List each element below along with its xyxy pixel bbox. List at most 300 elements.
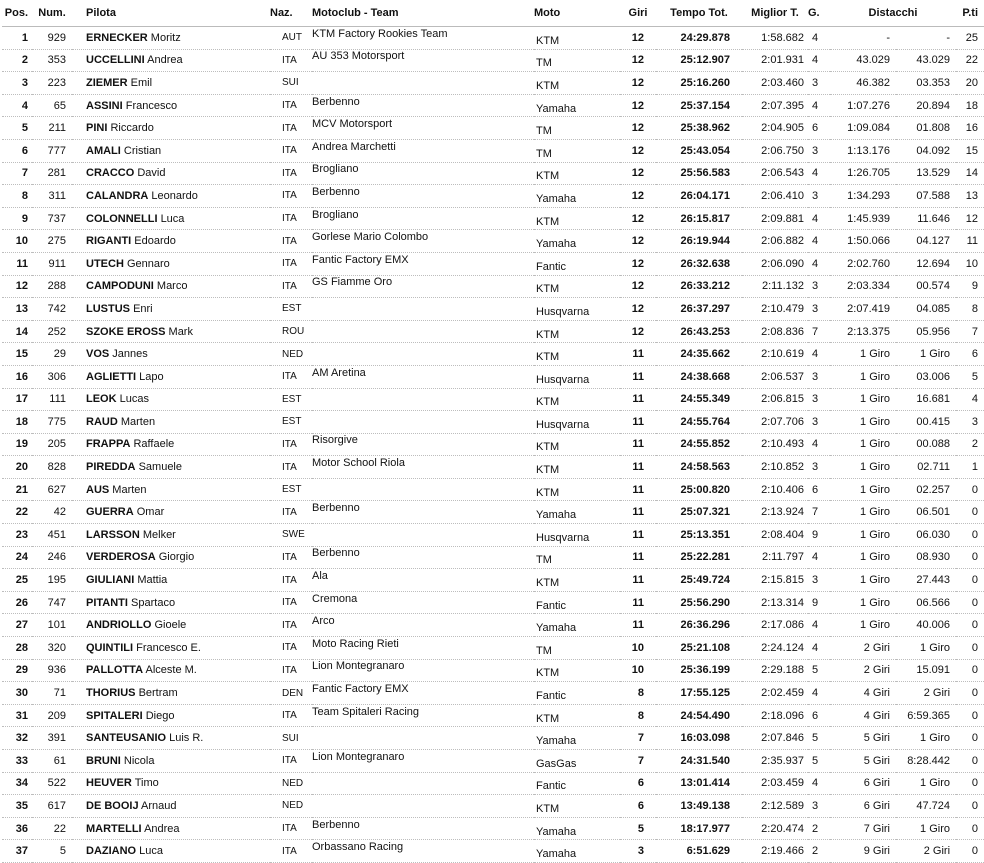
cell-g: 3	[808, 388, 830, 411]
cell-g: 3	[808, 72, 830, 95]
cell-team	[312, 388, 534, 411]
cell-naz: ITA	[270, 433, 312, 456]
cell-distacco-leader: 2 Giri	[830, 637, 896, 660]
cell-punti: 2	[956, 433, 984, 456]
team-name: Brogliano	[312, 208, 359, 221]
rider-first-name: Melker	[142, 528, 176, 541]
table-row	[2, 727, 984, 750]
team-name: Andrea Marchetti	[312, 140, 396, 153]
cell-pos: 18	[2, 411, 32, 434]
cell-pos: 8	[2, 185, 32, 208]
moto-name: KTM	[536, 486, 560, 499]
cell-pos: 24	[2, 546, 32, 569]
cell-miglior: 2:07.846	[742, 727, 808, 750]
cell-moto	[534, 750, 620, 773]
cell-g: 6	[808, 704, 830, 727]
cell-miglior: 2:29.188	[742, 659, 808, 682]
cell-giri: 6	[620, 795, 656, 818]
cell-moto	[534, 49, 620, 72]
cell-team	[312, 94, 534, 117]
cell-distacco-prev: 00.088	[896, 433, 956, 456]
cell-team	[312, 456, 534, 479]
cell-distacco-leader: 1:45.939	[830, 207, 896, 230]
cell-punti: 12	[956, 207, 984, 230]
cell-tempo: 18:17.977	[656, 817, 742, 840]
cell-giri: 12	[620, 72, 656, 95]
rider-last-name: VOS	[86, 348, 110, 361]
cell-miglior: 2:09.881	[742, 207, 808, 230]
cell-g: 4	[808, 433, 830, 456]
cell-moto	[534, 840, 620, 863]
cell-pos: 21	[2, 478, 32, 501]
cell-g: 3	[808, 795, 830, 818]
cell-giri: 12	[620, 162, 656, 185]
team-name: Berbenno	[312, 185, 360, 198]
cell-team	[312, 230, 534, 253]
cell-g: 4	[808, 343, 830, 366]
cell-distacco-leader: 1 Giro	[830, 365, 896, 388]
cell-num: 111	[32, 388, 72, 411]
cell-giri: 12	[620, 27, 656, 50]
cell-miglior: 2:06.090	[742, 252, 808, 275]
team-name: Berbenno	[312, 502, 360, 515]
cell-tempo: 25:21.108	[656, 637, 742, 660]
moto-name: Yamaha	[536, 825, 577, 838]
cell-miglior: 2:08.836	[742, 320, 808, 343]
moto-name: Fantic	[536, 599, 566, 612]
moto-name: KTM	[536, 441, 560, 454]
table-row	[2, 524, 984, 547]
cell-distacco-prev: 1 Giro	[896, 343, 956, 366]
cell-team	[312, 795, 534, 818]
rider-last-name: LUSTUS	[86, 302, 130, 315]
cell-num: 29	[32, 343, 72, 366]
cell-distacco-leader: 7 Giri	[830, 817, 896, 840]
cell-pilota	[72, 614, 270, 637]
rider-first-name: Marten	[120, 415, 156, 428]
cell-distacco-leader: 1 Giro	[830, 433, 896, 456]
rider-last-name: PIREDDA	[86, 461, 136, 474]
rider-last-name: THORIUS	[86, 687, 136, 700]
cell-distacco-leader: 2:13.375	[830, 320, 896, 343]
cell-num: 42	[32, 501, 72, 524]
cell-team	[312, 117, 534, 140]
rider-first-name: Gioele	[154, 619, 187, 632]
rider-first-name: Francesco	[125, 99, 178, 112]
cell-miglior: 2:06.882	[742, 230, 808, 253]
cell-moto	[534, 275, 620, 298]
cell-giri: 12	[620, 139, 656, 162]
cell-pos: 14	[2, 320, 32, 343]
cell-punti: 0	[956, 750, 984, 773]
cell-distacco-prev: 06.566	[896, 591, 956, 614]
cell-miglior: 2:24.124	[742, 637, 808, 660]
cell-num: 391	[32, 727, 72, 750]
rider-first-name: Cristian	[123, 144, 162, 157]
moto-name: Fantic	[536, 780, 566, 793]
table-row	[2, 343, 984, 366]
cell-distacco-leader: 1 Giro	[830, 478, 896, 501]
cell-punti: 0	[956, 659, 984, 682]
cell-pilota	[72, 682, 270, 705]
cell-g: 2	[808, 817, 830, 840]
cell-num: 747	[32, 591, 72, 614]
table-row	[2, 162, 984, 185]
table-row	[2, 682, 984, 705]
cell-team	[312, 524, 534, 547]
cell-moto	[534, 162, 620, 185]
team-name: Berbenno	[312, 547, 360, 560]
rider-first-name: Alceste M.	[145, 664, 197, 677]
cell-punti: 11	[956, 230, 984, 253]
cell-miglior: 2:17.086	[742, 614, 808, 637]
cell-pilota	[72, 117, 270, 140]
cell-miglior: 2:10.852	[742, 456, 808, 479]
cell-g: 3	[808, 185, 830, 208]
moto-name: KTM	[536, 79, 560, 92]
cell-giri: 11	[620, 478, 656, 501]
rider-last-name: ASSINI	[86, 99, 123, 112]
cell-num: 275	[32, 230, 72, 253]
cell-distacco-leader: 1 Giro	[830, 501, 896, 524]
rider-first-name: Mattia	[137, 574, 168, 587]
cell-naz: ITA	[270, 569, 312, 592]
cell-distacco-prev: 04.127	[896, 230, 956, 253]
cell-distacco-leader: 5 Giri	[830, 727, 896, 750]
cell-giri: 3	[620, 840, 656, 863]
cell-g: 7	[808, 501, 830, 524]
rider-first-name: David	[137, 167, 166, 180]
team-name: KTM Factory Rookies Team	[312, 27, 448, 40]
rider-first-name: Riccardo	[110, 122, 154, 135]
cell-naz: ITA	[270, 637, 312, 660]
cell-naz: ITA	[270, 546, 312, 569]
cell-distacco-leader: 1 Giro	[830, 524, 896, 547]
table-row	[2, 275, 984, 298]
table-row	[2, 433, 984, 456]
cell-team	[312, 637, 534, 660]
cell-pilota	[72, 433, 270, 456]
cell-moto	[534, 524, 620, 547]
cell-punti: 7	[956, 320, 984, 343]
cell-num: 936	[32, 659, 72, 682]
cell-num: 246	[32, 546, 72, 569]
cell-distacco-leader: 1:07.276	[830, 94, 896, 117]
cell-pos: 26	[2, 591, 32, 614]
header-pos: Pos.	[2, 0, 32, 27]
cell-naz: ROU	[270, 320, 312, 343]
cell-tempo: 25:38.962	[656, 117, 742, 140]
cell-distacco-leader: 1 Giro	[830, 546, 896, 569]
cell-tempo: 25:49.724	[656, 569, 742, 592]
cell-punti: 1	[956, 456, 984, 479]
cell-num: 209	[32, 704, 72, 727]
cell-num: 211	[32, 117, 72, 140]
cell-distacco-prev: 2 Giri	[896, 840, 956, 863]
cell-num: 320	[32, 637, 72, 660]
cell-punti: 15	[956, 139, 984, 162]
cell-tempo: 25:07.321	[656, 501, 742, 524]
cell-moto	[534, 772, 620, 795]
rider-last-name: MARTELLI	[86, 822, 142, 835]
cell-miglior: 2:18.096	[742, 704, 808, 727]
cell-pilota	[72, 456, 270, 479]
cell-num: 617	[32, 795, 72, 818]
team-name: Moto Racing Rieti	[312, 637, 399, 650]
rider-first-name: Timo	[134, 777, 159, 790]
rider-first-name: Gennaro	[126, 257, 170, 270]
table-row	[2, 388, 984, 411]
cell-distacco-prev: 08.930	[896, 546, 956, 569]
cell-pos: 33	[2, 750, 32, 773]
table-row	[2, 72, 984, 95]
cell-tempo: 25:12.907	[656, 49, 742, 72]
rider-first-name: Luca	[139, 845, 164, 858]
rider-first-name: Samuele	[138, 461, 182, 474]
cell-num: 911	[32, 252, 72, 275]
rider-last-name: QUINTILI	[86, 641, 134, 654]
cell-pilota	[72, 795, 270, 818]
cell-distacco-prev: -	[896, 27, 956, 50]
cell-punti: 6	[956, 343, 984, 366]
cell-g: 4	[808, 94, 830, 117]
cell-giri: 12	[620, 252, 656, 275]
rider-last-name: BRUNI	[86, 754, 121, 767]
cell-distacco-prev: 00.415	[896, 411, 956, 434]
cell-miglior: 2:11.797	[742, 546, 808, 569]
team-name: Lion Montegranaro	[312, 660, 405, 673]
rider-last-name: AUS	[86, 483, 110, 496]
cell-punti: 0	[956, 524, 984, 547]
cell-team	[312, 727, 534, 750]
header-distacchi: Distacchi	[830, 0, 956, 27]
cell-naz: ITA	[270, 659, 312, 682]
cell-g: 5	[808, 727, 830, 750]
cell-distacco-leader: 46.382	[830, 72, 896, 95]
moto-name: KTM	[536, 667, 560, 680]
cell-distacco-leader: 2:07.419	[830, 298, 896, 321]
cell-giri: 11	[620, 501, 656, 524]
cell-giri: 11	[620, 365, 656, 388]
cell-distacco-prev: 43.029	[896, 49, 956, 72]
cell-distacco-leader: 2:03.334	[830, 275, 896, 298]
cell-punti: 0	[956, 546, 984, 569]
cell-pilota	[72, 411, 270, 434]
cell-pos: 11	[2, 252, 32, 275]
cell-tempo: 25:56.290	[656, 591, 742, 614]
cell-tempo: 17:55.125	[656, 682, 742, 705]
cell-num: 281	[32, 162, 72, 185]
cell-g: 6	[808, 478, 830, 501]
moto-name: Yamaha	[536, 238, 577, 251]
cell-pos: 16	[2, 365, 32, 388]
rider-first-name: Jannes	[112, 348, 148, 361]
rider-first-name: Arnaud	[141, 799, 177, 812]
cell-distacco-prev: 06.030	[896, 524, 956, 547]
cell-moto	[534, 501, 620, 524]
cell-team	[312, 252, 534, 275]
cell-miglior: 2:04.905	[742, 117, 808, 140]
cell-miglior: 2:08.404	[742, 524, 808, 547]
cell-distacco-leader: 1 Giro	[830, 569, 896, 592]
team-name: Risorgive	[312, 434, 358, 447]
header-naz: Naz.	[270, 0, 312, 27]
cell-pilota	[72, 478, 270, 501]
rider-last-name: AMALI	[86, 144, 121, 157]
cell-moto	[534, 411, 620, 434]
cell-punti: 14	[956, 162, 984, 185]
cell-team	[312, 817, 534, 840]
cell-tempo: 26:33.212	[656, 275, 742, 298]
cell-pos: 7	[2, 162, 32, 185]
cell-team	[312, 750, 534, 773]
cell-distacco-prev: 03.353	[896, 72, 956, 95]
cell-team	[312, 185, 534, 208]
cell-punti: 0	[956, 795, 984, 818]
rider-last-name: AGLIETTI	[86, 370, 137, 383]
rider-last-name: CRACCO	[86, 167, 135, 180]
cell-giri: 12	[620, 185, 656, 208]
table-row	[2, 795, 984, 818]
rider-last-name: DAZIANO	[86, 845, 137, 858]
cell-giri: 11	[620, 591, 656, 614]
table-row	[2, 750, 984, 773]
cell-naz: ITA	[270, 704, 312, 727]
cell-miglior: 2:11.132	[742, 275, 808, 298]
cell-giri: 12	[620, 230, 656, 253]
cell-moto	[534, 207, 620, 230]
cell-num: 929	[32, 27, 72, 50]
cell-num: 195	[32, 569, 72, 592]
rider-last-name: PINI	[86, 122, 108, 135]
cell-moto	[534, 230, 620, 253]
moto-name: Husqvarna	[536, 373, 590, 386]
cell-pilota	[72, 704, 270, 727]
cell-pilota	[72, 162, 270, 185]
cell-distacco-prev: 02.711	[896, 456, 956, 479]
cell-miglior: 2:06.537	[742, 365, 808, 388]
cell-distacco-leader: 6 Giri	[830, 772, 896, 795]
cell-giri: 8	[620, 682, 656, 705]
cell-giri: 11	[620, 411, 656, 434]
header-tempo: Tempo Tot.	[656, 0, 742, 27]
cell-pos: 27	[2, 614, 32, 637]
cell-naz: EST	[270, 411, 312, 434]
rider-first-name: Leonardo	[151, 189, 198, 202]
cell-naz: ITA	[270, 49, 312, 72]
header-miglior: Miglior T.	[742, 0, 808, 27]
cell-distacco-leader: 1 Giro	[830, 411, 896, 434]
cell-punti: 13	[956, 185, 984, 208]
cell-num: 65	[32, 94, 72, 117]
cell-team	[312, 27, 534, 50]
cell-naz: NED	[270, 343, 312, 366]
moto-name: KTM	[536, 34, 560, 47]
cell-miglior: 2:06.410	[742, 185, 808, 208]
cell-tempo: 25:16.260	[656, 72, 742, 95]
cell-miglior: 2:01.931	[742, 49, 808, 72]
cell-moto	[534, 614, 620, 637]
rider-last-name: UCCELLINI	[86, 54, 145, 67]
cell-distacco-prev: 27.443	[896, 569, 956, 592]
rider-first-name: Giorgio	[158, 551, 195, 564]
rider-last-name: GIULIANI	[86, 574, 135, 587]
cell-num: 22	[32, 817, 72, 840]
cell-distacco-prev: 03.006	[896, 365, 956, 388]
cell-moto	[534, 27, 620, 50]
cell-team	[312, 569, 534, 592]
cell-team	[312, 72, 534, 95]
cell-tempo: 26:43.253	[656, 320, 742, 343]
table-row	[2, 252, 984, 275]
rider-last-name: DE BOOIJ	[86, 799, 139, 812]
moto-name: Husqvarna	[536, 418, 590, 431]
rider-last-name: ZIEMER	[86, 76, 128, 89]
cell-moto	[534, 637, 620, 660]
cell-tempo: 25:00.820	[656, 478, 742, 501]
cell-g: 3	[808, 411, 830, 434]
cell-num: 627	[32, 478, 72, 501]
header-row	[2, 0, 984, 27]
cell-pos: 10	[2, 230, 32, 253]
cell-g: 4	[808, 546, 830, 569]
cell-naz: ITA	[270, 591, 312, 614]
results-table	[2, 0, 984, 863]
cell-naz: ITA	[270, 840, 312, 863]
table-row	[2, 298, 984, 321]
cell-giri: 5	[620, 817, 656, 840]
cell-pilota	[72, 840, 270, 863]
rider-first-name: Lapo	[139, 370, 164, 383]
cell-giri: 10	[620, 637, 656, 660]
cell-pilota	[72, 298, 270, 321]
moto-name: TM	[536, 125, 552, 138]
cell-pos: 25	[2, 569, 32, 592]
rider-first-name: Mark	[168, 325, 193, 338]
rider-last-name: PALLOTTA	[86, 664, 144, 677]
rider-last-name: FRAPPA	[86, 438, 131, 451]
cell-moto	[534, 682, 620, 705]
cell-pilota	[72, 659, 270, 682]
cell-naz: ITA	[270, 207, 312, 230]
rider-last-name: PITANTI	[86, 596, 128, 609]
cell-distacco-prev: 1 Giro	[896, 637, 956, 660]
team-name: Orbassano Racing	[312, 841, 404, 854]
cell-moto	[534, 298, 620, 321]
cell-naz: ITA	[270, 817, 312, 840]
table-row	[2, 185, 984, 208]
cell-tempo: 24:55.349	[656, 388, 742, 411]
table-row	[2, 230, 984, 253]
cell-pilota	[72, 343, 270, 366]
cell-miglior: 2:03.460	[742, 72, 808, 95]
cell-distacco-prev: 00.574	[896, 275, 956, 298]
cell-giri: 12	[620, 49, 656, 72]
table-row	[2, 659, 984, 682]
moto-name: KTM	[536, 396, 560, 409]
cell-distacco-leader: 1 Giro	[830, 388, 896, 411]
cell-miglior: 2:02.459	[742, 682, 808, 705]
cell-pos: 2	[2, 49, 32, 72]
cell-miglior: 2:10.406	[742, 478, 808, 501]
cell-pos: 6	[2, 139, 32, 162]
team-name: MCV Motorsport	[312, 118, 393, 131]
rider-last-name: HEUVER	[86, 777, 132, 790]
cell-naz: DEN	[270, 682, 312, 705]
cell-naz: ITA	[270, 501, 312, 524]
cell-distacco-prev: 05.956	[896, 320, 956, 343]
cell-moto	[534, 365, 620, 388]
